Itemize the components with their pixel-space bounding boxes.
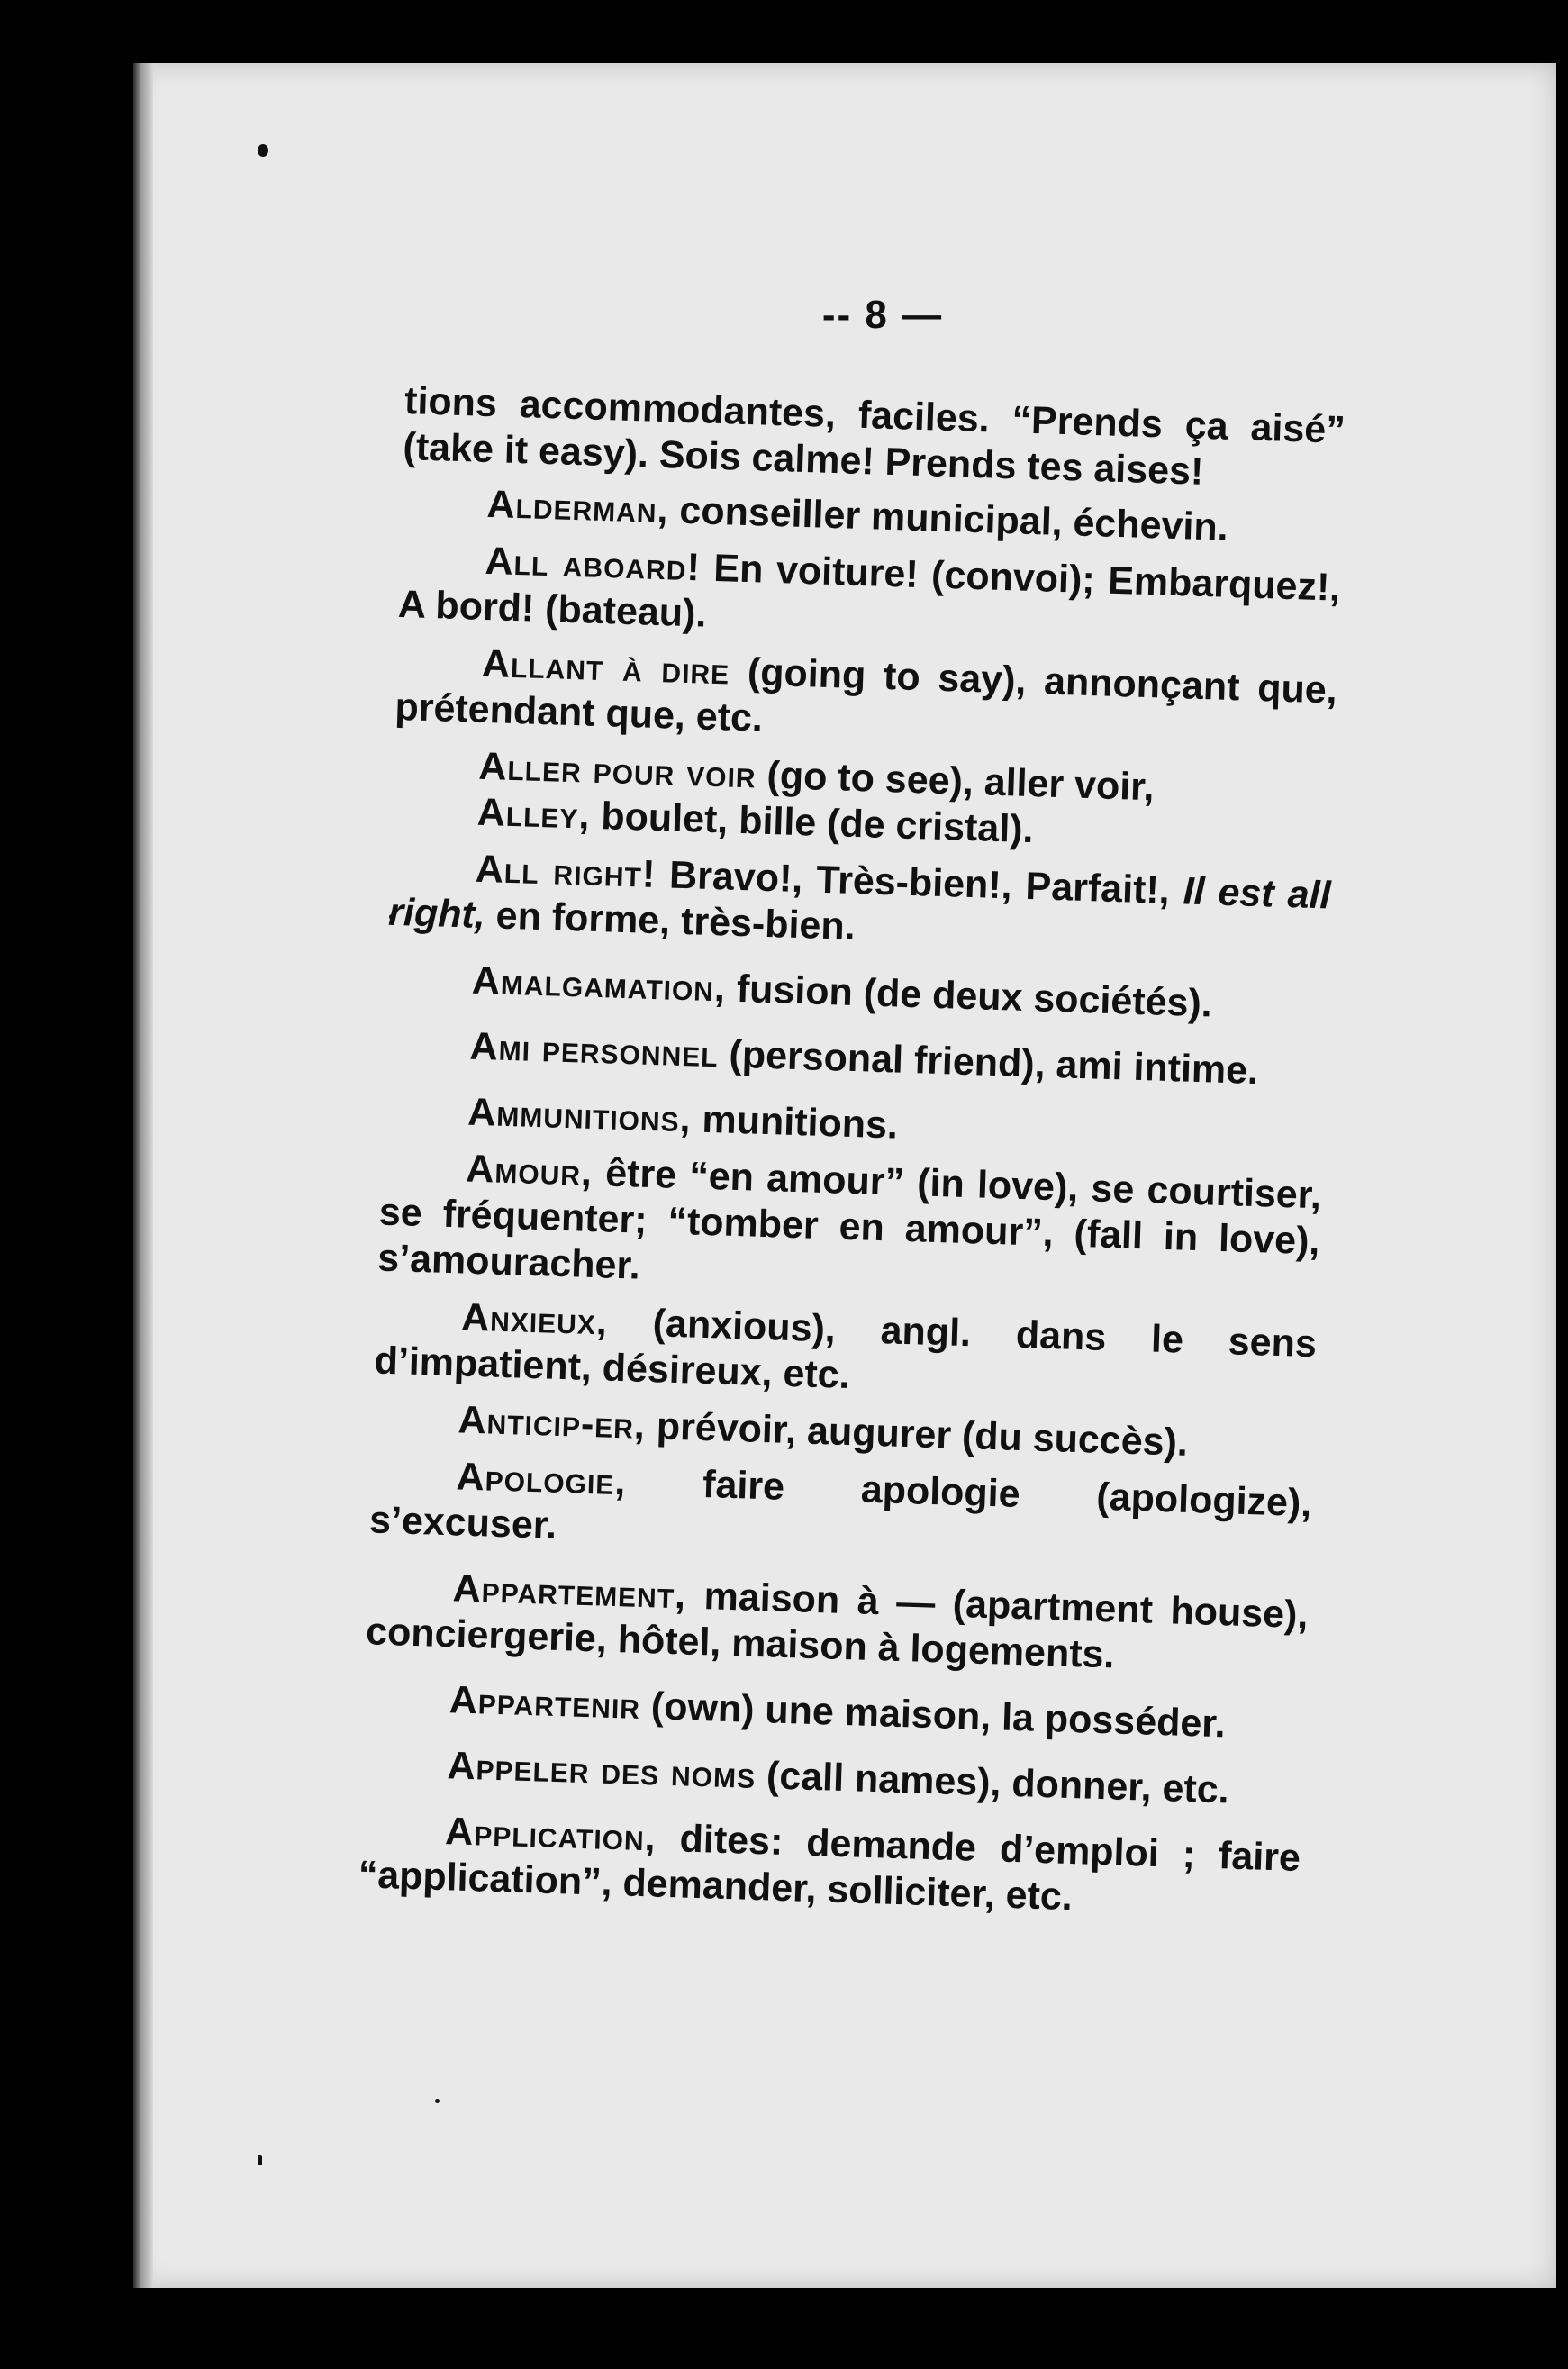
entry-italic-example: Il est all right, xyxy=(387,869,1332,938)
entry-appartenir xyxy=(363,1675,1305,1750)
ink-speck xyxy=(258,2155,262,2165)
entry-headword: Alley, xyxy=(476,790,592,838)
ink-speck xyxy=(435,2099,440,2103)
entry-all-aboard xyxy=(397,536,1341,658)
entry-headword: Appeler des noms xyxy=(446,1744,757,1797)
entry-anxieux xyxy=(374,1292,1318,1413)
entry-definition: munitions. xyxy=(690,1097,899,1148)
entry-definition: maison à — (apartment house), conciergerie, hôtel, maison à logements. xyxy=(365,1574,1310,1677)
entry-allant-a-dire xyxy=(394,639,1338,760)
entry-headword: All right! xyxy=(475,847,657,896)
continuation-paragraph: tions accommodantes, faciles. “Prends ça aisé” (take it easy). Sois calme! Prends tes aises! xyxy=(402,378,1346,494)
entry-appeler-des-noms xyxy=(361,1740,1303,1816)
entry-headword: Allant à dire xyxy=(481,641,731,694)
entry-definition: être “en amour” (in love), se courtiser, se fréquenter; “tomber en amour”, (fall in love), s’amouracher. xyxy=(376,1150,1322,1288)
entry-headword: Appartenir xyxy=(449,1678,641,1728)
page-edge-shadow xyxy=(133,63,153,2288)
entry-definition: Bravo!, Très-bien!, Parfait!, xyxy=(655,853,1171,912)
entry-definition: dites: demande d’emploi ; faire “application”, demander, solliciter, etc. xyxy=(358,1816,1301,1920)
glossary-text xyxy=(358,378,1346,1938)
entry-definition: (going to say), annonçant que, prétendant que, etc. xyxy=(394,649,1338,740)
entry-application xyxy=(358,1806,1301,1928)
entry-definition: (go to see), aller voir, xyxy=(755,753,1156,810)
entry-headword: Appartement, xyxy=(452,1566,687,1618)
entry-definition: (anxious), angl. dans le sens d’impatient, désireux, etc. xyxy=(373,1300,1318,1398)
entry-amour xyxy=(376,1144,1321,1312)
entry-headword: Application, xyxy=(444,1810,657,1860)
entry-headword: Amour, xyxy=(465,1147,594,1194)
entry-definition: (own) une maison, la posséder. xyxy=(639,1684,1227,1747)
entry-headword: Ami personnel xyxy=(468,1024,720,1076)
entry-headword: Alderman, xyxy=(485,482,670,532)
entry-headword: Aller pour voir xyxy=(477,744,757,797)
entry-appartement xyxy=(365,1563,1309,1684)
entry-definition: prévoir, augurer (du succès). xyxy=(645,1403,1189,1465)
entry-definition-tail: en forme, très-bien. xyxy=(485,894,857,949)
entry-definition: En voiture! (convoi); Embarquez!, A bord! (bateau). xyxy=(397,546,1341,636)
entry-headword: All aboard! xyxy=(484,539,702,590)
entry-headword: Amalgamation, xyxy=(471,958,727,1011)
entry-headword: Ammunitions, xyxy=(467,1090,693,1141)
ink-speck xyxy=(258,144,268,157)
entry-definition: fusion (de deux sociétés). xyxy=(725,967,1213,1026)
page-number: -- 8 — xyxy=(821,293,944,337)
entry-definition: boulet, bille (de cristal). xyxy=(589,794,1035,852)
entry-amalgamation xyxy=(385,956,1328,1031)
entry-headword: Apologie, xyxy=(455,1455,628,1504)
entry-definition: (call names), donner, etc. xyxy=(755,1754,1230,1812)
entry-apologie xyxy=(368,1451,1312,1573)
entry-headword: Anxieux, xyxy=(460,1295,609,1344)
entry-all-right xyxy=(388,844,1332,966)
entry-definition: faire apologie (apologize), s’excuser. xyxy=(368,1460,1313,1548)
entry-definition: (personal friend), ami intime. xyxy=(717,1032,1259,1094)
entry-definition: conseiller municipal, échevin. xyxy=(667,488,1229,549)
entry-headword: Anticip-er, xyxy=(457,1398,647,1448)
entry-ami-personnel xyxy=(384,1021,1326,1097)
